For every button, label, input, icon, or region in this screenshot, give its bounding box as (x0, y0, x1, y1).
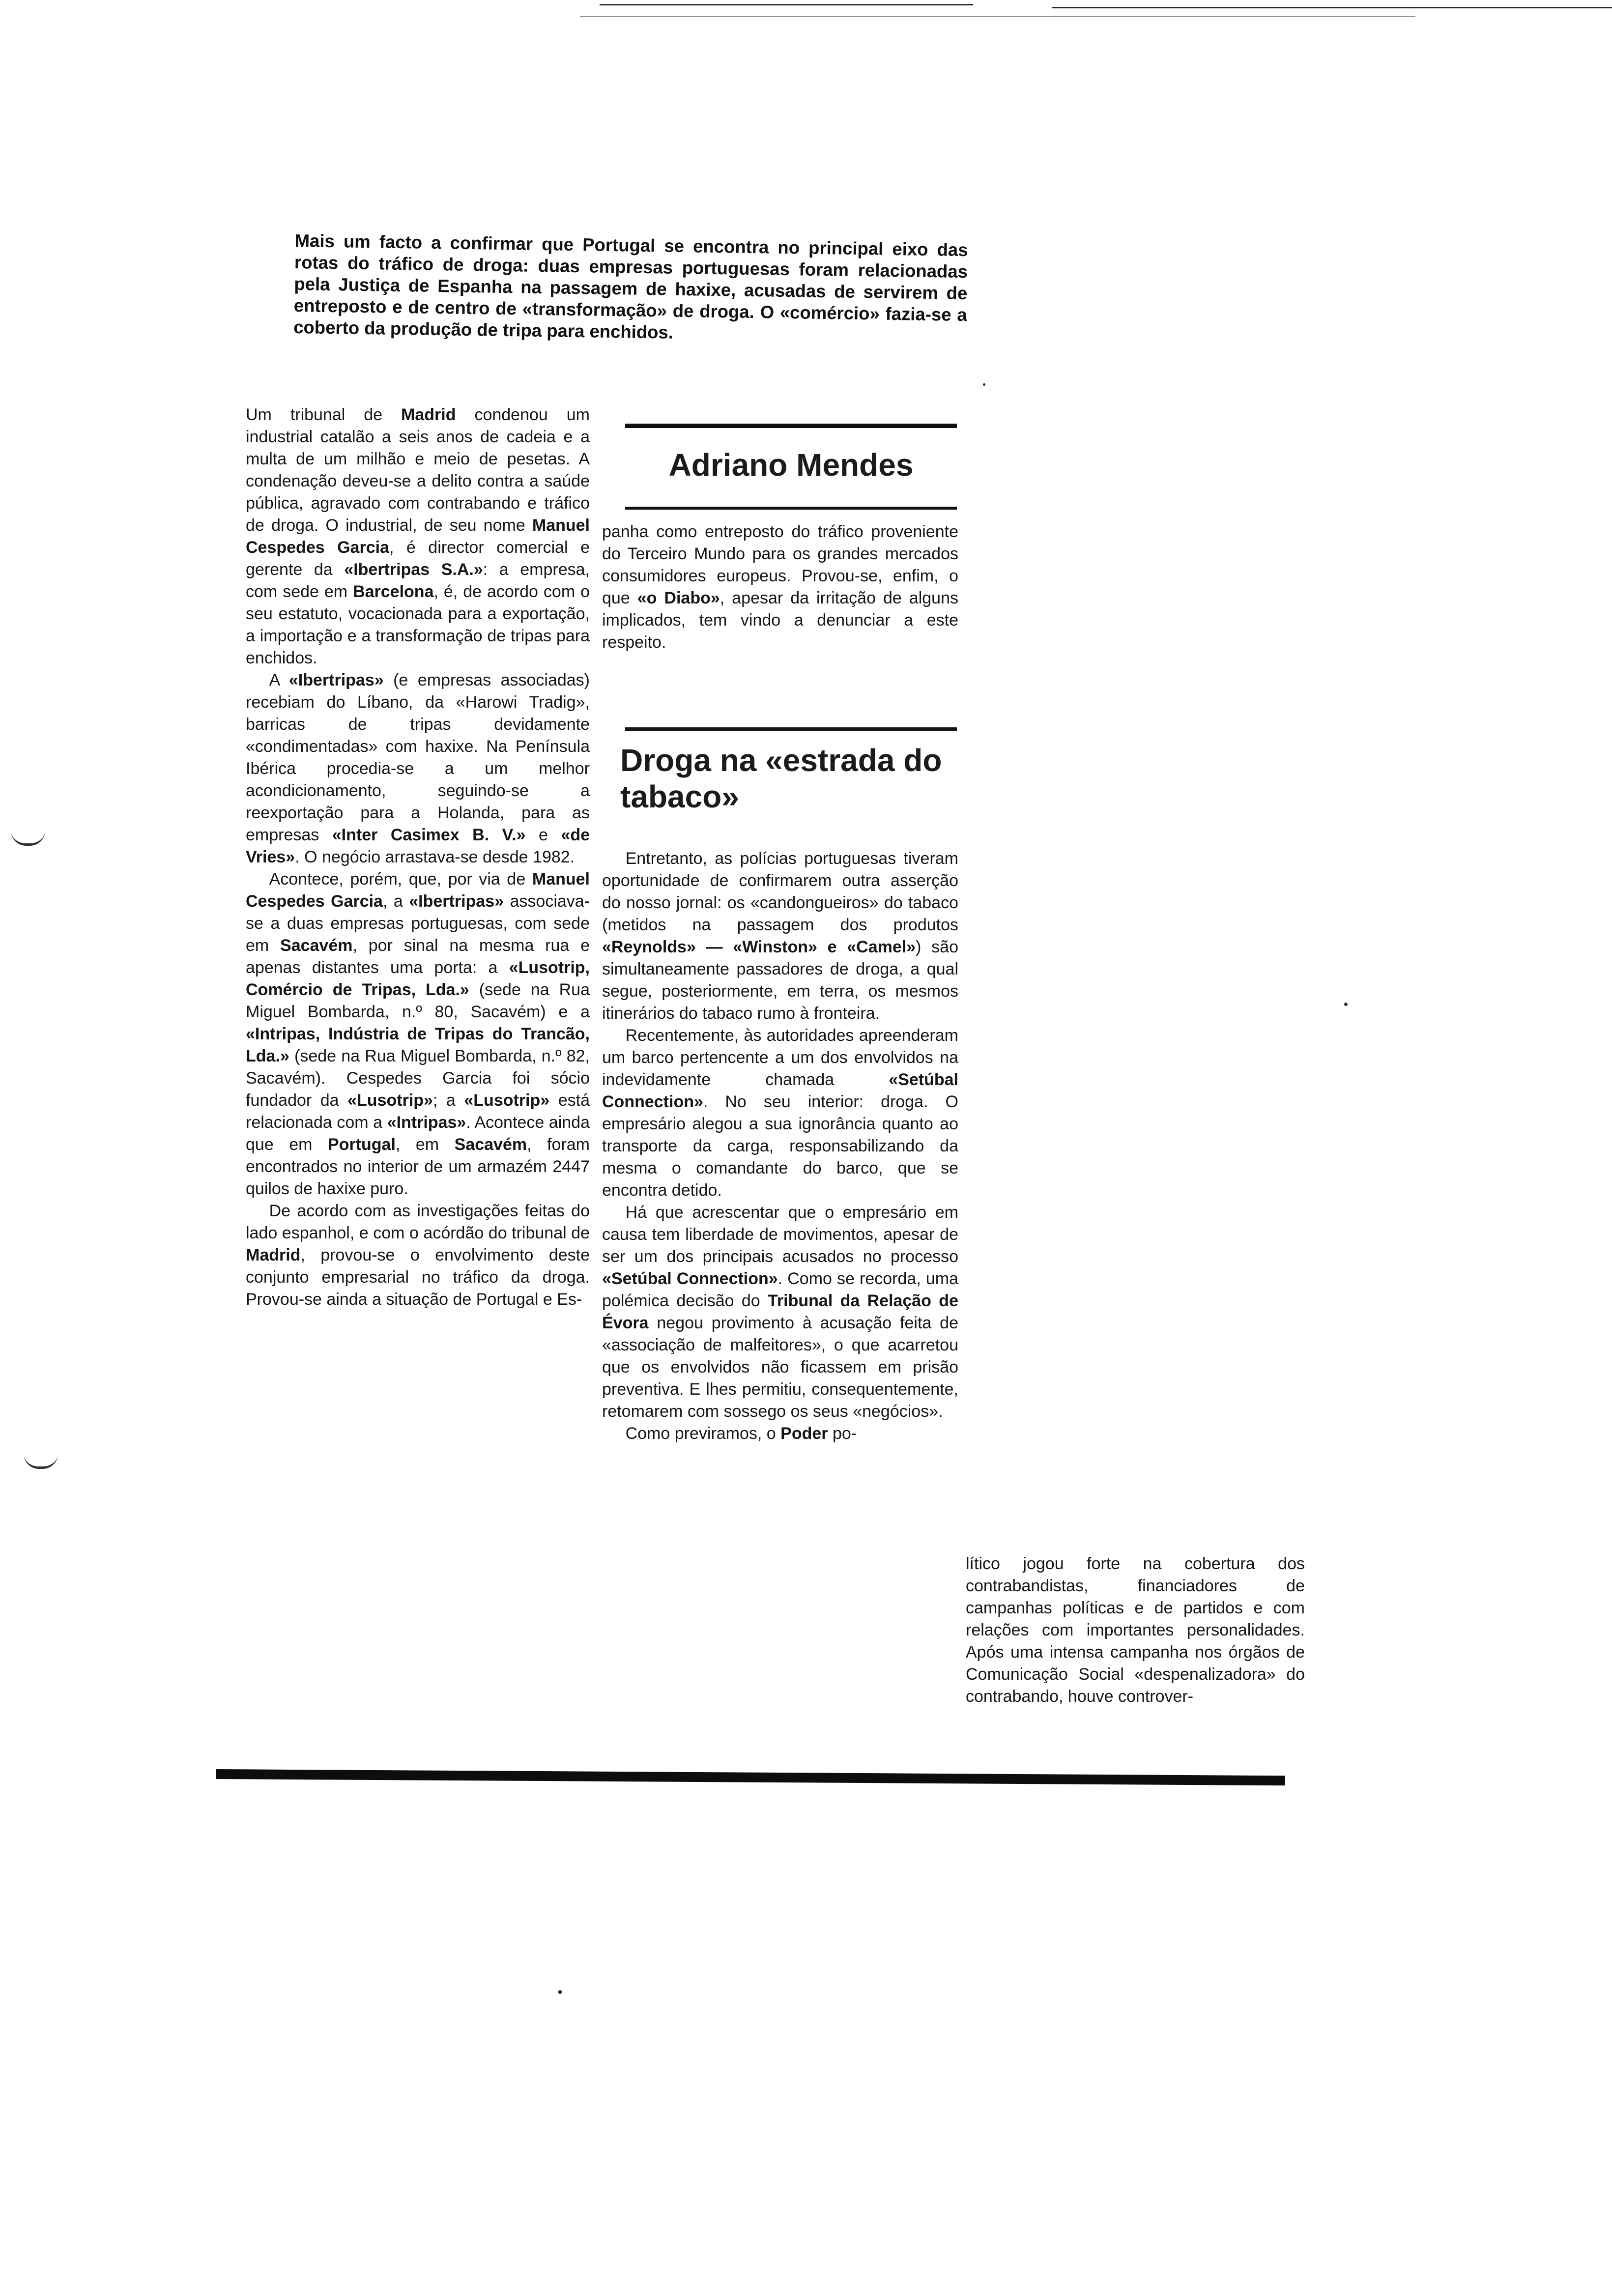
column-2-paragraph: Entretanto, as polícias portuguesas tiveram oportunidade de confirmarem outra asserção do nosso jornal: os «candongueiros» do tabaco (metidos na passagem dos produtos «Reynolds» — «Winston» e «Camel») são simultaneamente passadores de droga, a qual segue, posteriormente, em terra, os mesmos itinerários do tabaco rumo à fronteira. (602, 849, 958, 1023)
article-column-3 (966, 1553, 1305, 1708)
column-1-paragraph: Acontece, porém, que, por via de Manuel Cespedes Garcia, a «Ibertripas» associava-se a duas empresas portuguesas, com sede em Sacavém, por sinal na mesma rua e apenas distantes uma porta: a «Lusotrip, Comércio de Tripas, Lda.» (sede na Rua Miguel Bombarda, n.º 80, Sacavém) e a «Intripas, Indústria de Tripas do Trancão, Lda.» (sede na Rua Miguel Bombarda, n.º 82, Sacavém). Cespedes Garcia foi sócio fundador da «Lusotrip»; a «Lusotrip» está relacionada com a «Intripas». Acontece ainda que em Portugal, em Sacavém, foram encontrados no interior de um armazém 2447 quilos de haxixe puro. (246, 870, 590, 1198)
scan-speck (1344, 1003, 1348, 1006)
scan-edge-line (580, 16, 1415, 17)
article-lead: Mais um facto a confirmar que Portugal se encontra no principal eixo das rotas do tráfico de droga: duas empresas portuguesas foram relacionadas pela Justiça de Espanha na passagem de haxixe, acusadas de servirem de entreposto e de centro de «transformação» de droga. O «comércio» fazia-se a coberto da produção de tripa para enchidos. (293, 230, 968, 343)
section-headline: Droga na «estrada do tabaco» (620, 743, 942, 814)
column-1-paragraph: A «Ibertripas» (e empresas associadas) recebiam do Líbano, da «Harowi Tradig», barricas de tripas devidamente «condimentadas» com haxixe. Na Península Ibérica procedia-se a um melhor acondicionamento, seguindo-se a reexportação para a Holanda, para as empresas «Inter Casimex B. V.» e «de Vries». O negócio arrastava-se desde 1982. (246, 671, 590, 866)
column-1-paragraph: Um tribunal de Madrid condenou um industrial catalão a seis anos de cadeia e a multa de um milhão e meio de pesetas. A condenação deveu-se a delito contra a saúde pública, agravado com contrabando e tráfico de droga. O industrial, de seu nome Manuel Cespedes Garcia, é director comercial e gerente da «Ibertripas S.A.»: a empresa, com sede em Barcelona, é, de acordo com o seu estatuto, vocacionada para a exportação, a importação e a transformação de tripas para enchidos. (246, 405, 590, 667)
scan-edge-line (600, 4, 973, 5)
article-column-2-top (602, 521, 958, 654)
article-column-2-bottom (602, 848, 958, 1445)
margin-fold-mark (11, 831, 45, 846)
scan-speck (558, 1990, 562, 1994)
article-column-1 (246, 404, 590, 1311)
column-2-paragraph: Recentemente, às autoridades apreenderam um barco pertencente a um dos envolvidos na indevidamente chamada «Setúbal Connection». No seu interior: droga. O empresário alegou a sua ignorância quanto ao transporte da carga, responsabilizando da mesma o comandante do barco, que se encontra detido. (602, 1026, 958, 1200)
scan-edge-line (1052, 7, 1612, 8)
byline-box (625, 424, 957, 510)
author-byline: Adriano Mendes (668, 447, 914, 483)
margin-fold-mark (24, 1454, 58, 1469)
column-1-paragraph: De acordo com as investigações feitas do lado espanhol, e com o acórdão do tribunal de Madrid, provou-se o envolvimento deste conjunto empresarial no tráfico da droga. Provou-se ainda a situação de Portugal e Es- (246, 1202, 590, 1309)
column-2-paragraph: Como previramos, o Poder po- (625, 1424, 857, 1443)
scan-speck (983, 383, 985, 386)
column-3-paragraph: lítico jogou forte na cobertura dos contrabandistas, financiadores de campanhas políticas e de partidos e com relações com importantes personalidades. Após uma intensa campanha nos órgãos de Comunicação Social «despenalizadora» do contrabando, houve controver- (966, 1554, 1305, 1706)
bottom-rule (216, 1769, 1285, 1785)
section-rule (625, 727, 957, 731)
column-2-paragraph: panha como entreposto do tráfico proveniente do Terceiro Mundo para os grandes mercados consumidores europeus. Provou-se, enfim, o que «o Diabo», apesar da irritação de alguns implicados, tem vindo a denunciar a este respeito. (602, 522, 958, 652)
column-2-paragraph: Há que acrescentar que o empresário em causa tem liberdade de movimentos, apesar de ser um dos principais acusados no processo «Setúbal Connection». Como se recorda, uma polémica decisão do Tribunal da Relação de Évora negou provimento à acusação feita de «associação de malfeitores», o que acarretou que os envolvidos não ficassem em prisão preventiva. E lhes permitiu, consequentemente, retomarem com sossego os seus «negócios». (602, 1203, 958, 1421)
